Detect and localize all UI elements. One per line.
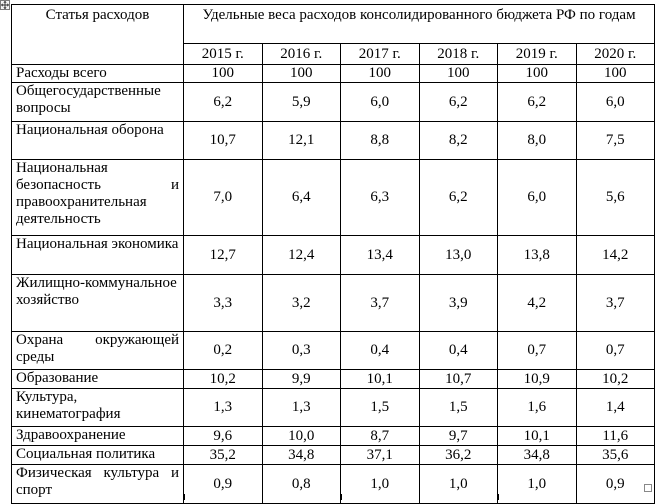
row-value-cell: 13,0 (419, 236, 498, 275)
table-resize-handle-icon[interactable] (644, 484, 652, 492)
row-item-label: Культура, кинематография (12, 389, 184, 427)
row-value-cell: 0,9 (184, 465, 263, 504)
row-value-cell: 10,2 (184, 370, 263, 389)
row-value-cell: 100 (498, 65, 577, 83)
row-value-cell: 100 (184, 65, 263, 83)
row-value-cell: 7,5 (576, 122, 655, 160)
row-value-cell: 8,7 (341, 427, 420, 446)
table-row (12, 83, 655, 122)
row-value-cell: 4,2 (498, 275, 577, 332)
row-value-cell: 10,1 (341, 370, 420, 389)
row-value-cell: 0,4 (419, 332, 498, 370)
row-value-cell: 37,1 (341, 446, 420, 465)
row-value-cell: 5,9 (262, 83, 341, 122)
header-item: Статья расходов (12, 5, 184, 65)
row-value-cell: 13,8 (498, 236, 577, 275)
row-value-cell: 100 (262, 65, 341, 83)
row-value-cell: 1,6 (498, 389, 577, 427)
row-value-cell: 1,3 (262, 389, 341, 427)
row-value-cell: 6,2 (419, 83, 498, 122)
row-value-cell: 0,4 (341, 332, 420, 370)
row-value-cell: 5,6 (576, 160, 655, 236)
row-value-cell: 6,0 (341, 83, 420, 122)
row-item-label: Охрана окружающей среды (12, 332, 184, 370)
row-value-cell: 1,4 (576, 389, 655, 427)
row-value-cell: 35,6 (576, 446, 655, 465)
row-value-cell: 12,7 (184, 236, 263, 275)
table-row (12, 332, 655, 370)
row-value-cell: 6,4 (262, 160, 341, 236)
header-title: Удельные веса расходов консолидированного бюджета РФ по годам (184, 5, 655, 44)
row-value-cell: 8,8 (341, 122, 420, 160)
row-value-cell: 7,0 (184, 160, 263, 236)
row-value-cell: 9,7 (419, 427, 498, 446)
row-value-cell: 3,7 (576, 275, 655, 332)
table-row (12, 389, 655, 427)
header-year: 2019 г. (498, 44, 577, 65)
table-row (12, 275, 655, 332)
table-row (12, 122, 655, 160)
row-value-cell: 3,7 (341, 275, 420, 332)
row-value-cell: 10,9 (498, 370, 577, 389)
row-value-cell: 10,7 (184, 122, 263, 160)
row-value-cell: 10,0 (262, 427, 341, 446)
table-row (12, 65, 655, 83)
row-item-label: Расходы всего (12, 65, 184, 83)
row-value-cell: 14,2 (576, 236, 655, 275)
row-value-cell: 100 (341, 65, 420, 83)
row-value-cell: 100 (419, 65, 498, 83)
row-value-cell: 12,4 (262, 236, 341, 275)
row-value-cell: 9,6 (184, 427, 263, 446)
row-value-cell: 3,2 (262, 275, 341, 332)
row-value-cell: 34,8 (498, 446, 577, 465)
row-value-cell: 1,0 (498, 465, 577, 504)
row-value-cell: 1,5 (341, 389, 420, 427)
row-value-cell: 8,0 (498, 122, 577, 160)
table-row (12, 446, 655, 465)
row-value-cell: 1,3 (184, 389, 263, 427)
row-value-cell: 3,3 (184, 275, 263, 332)
row-value-cell: 6,0 (576, 83, 655, 122)
table-row (12, 236, 655, 275)
row-value-cell: 6,2 (419, 160, 498, 236)
row-value-cell: 0,7 (498, 332, 577, 370)
table-row (12, 427, 655, 446)
row-value-cell: 6,0 (498, 160, 577, 236)
row-item-label: Здравоохранение (12, 427, 184, 446)
header-year: 2016 г. (262, 44, 341, 65)
budget-share-table (11, 4, 655, 504)
row-value-cell: 6,2 (498, 83, 577, 122)
table-continuation (11, 494, 655, 500)
row-value-cell: 1,5 (419, 389, 498, 427)
row-item-label: Национальная оборона (12, 122, 184, 160)
row-value-cell: 13,4 (341, 236, 420, 275)
row-value-cell: 0,3 (262, 332, 341, 370)
row-value-cell: 1,0 (341, 465, 420, 504)
row-item-label: Национальная безопасность и правоохранительная деятельность (12, 160, 184, 236)
row-item-label: Жилищно-коммунальное хозяйство (12, 275, 184, 332)
table-move-handle-icon[interactable] (0, 0, 10, 10)
row-value-cell: 10,2 (576, 370, 655, 389)
row-value-cell: 12,1 (262, 122, 341, 160)
row-value-cell: 3,9 (419, 275, 498, 332)
row-value-cell: 0,9 (576, 465, 655, 504)
row-value-cell: 0,8 (262, 465, 341, 504)
row-value-cell: 35,2 (184, 446, 263, 465)
row-value-cell: 11,6 (576, 427, 655, 446)
row-value-cell: 8,2 (419, 122, 498, 160)
row-value-cell: 10,7 (419, 370, 498, 389)
header-year: 2018 г. (419, 44, 498, 65)
table-row (12, 160, 655, 236)
row-value-cell: 9,9 (262, 370, 341, 389)
row-value-cell: 100 (576, 65, 655, 83)
row-item-label: Национальная экономика (12, 236, 184, 275)
row-value-cell: 36,2 (419, 446, 498, 465)
row-value-cell: 1,0 (419, 465, 498, 504)
row-item-label: Социальная политика (12, 446, 184, 465)
row-value-cell: 34,8 (262, 446, 341, 465)
row-item-label: Образование (12, 370, 184, 389)
row-item-label: Физическая культура и спорт (12, 465, 184, 504)
row-value-cell: 10,1 (498, 427, 577, 446)
header-year: 2017 г. (341, 44, 420, 65)
row-value-cell: 6,3 (341, 160, 420, 236)
table-row (12, 370, 655, 389)
row-value-cell: 0,7 (576, 332, 655, 370)
row-value-cell: 0,2 (184, 332, 263, 370)
row-value-cell: 6,2 (184, 83, 263, 122)
row-item-label: Общегосударственные вопросы (12, 83, 184, 122)
header-year: 2020 г. (576, 44, 655, 65)
header-year: 2015 г. (184, 44, 263, 65)
